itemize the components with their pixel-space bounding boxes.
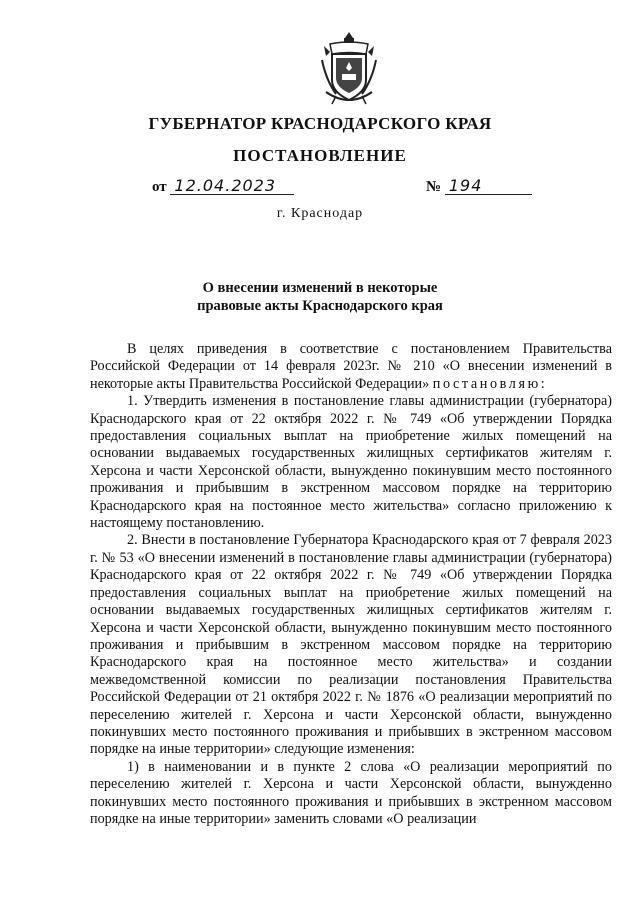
date-handwritten: 12.04.2023 — [170, 178, 294, 195]
title-line-2: правовые акты Краснодарского края — [197, 298, 443, 314]
date-label: от — [152, 179, 167, 195]
document-body — [90, 341, 612, 828]
decree-word: постановляю: — [432, 375, 548, 392]
item-2-1-paragraph: 1) в наименовании и в пункте 2 слова «О реализации мероприятий по переселению жителей г. Херсона и части Херсонской области, вынужденно покинувших место постоянного проживания и прибывших в экстренном массовом порядке на иные территории» заменить словами «О реализации — [90, 758, 612, 827]
preamble-text: В целях приведения в соответствие с постановлением Правительства Российской Федерации от 14 февраля 2023г. № 210 «О внесении изменений в некоторые акты Правительства Российской Федерации» — [90, 341, 612, 392]
issuing-authority: ГУБЕРНАТОР КРАСНОДАРСКОГО КРАЯ — [148, 114, 492, 133]
document-type: ПОСТАНОВЛЕНИЕ — [233, 146, 407, 165]
document-title — [0, 279, 640, 315]
preamble-paragraph — [90, 341, 612, 393]
coat-of-arms-icon — [318, 30, 380, 106]
number-handwritten: 194 — [445, 178, 533, 195]
document-number — [426, 178, 532, 196]
number-label: № — [426, 179, 442, 195]
item-1-paragraph: 1. Утвердить изменения в постановление главы администрации (губернатора) Краснодарского края от 22 октября 2022 г. № 749 «Об утверждении Порядка предоставления социальных выплат на приобретение жилых помещений на основании выдаваемых государственных жилищных сертификатов жителям г. Херсона и части Херсонской области, вынужденно покинувшим место постоянного проживания и прибывшим в экстренном массовом порядке на территорию Краснодарского края на постоянное место жительства» согласно приложению к настоящему постановлению. — [90, 393, 612, 532]
city: г. Краснодар — [276, 206, 364, 221]
document-date — [152, 178, 294, 196]
title-line-1: О внесении изменений в некоторые — [202, 280, 438, 296]
item-2-paragraph: 2. Внести в постановление Губернатора Краснодарского края от 7 февраля 2023 г. № 53 «О внесении изменений в постановление главы администрации (губернатора) Краснодарского края от 22 октября 2022 г. № 749 «Об утверждении Порядка предоставления социальных выплат на приобретение жилых помещений на основании выдаваемых государственных жилищных сертификатов жителям г. Херсона и части Херсонской области, вынужденно покинувшим место постоянного проживания и прибывшим в экстренном массовом порядке на территорию Краснодарского края на постоянное место жительства» и создании межведомственной комиссии по реализации постановления Правительства Российской Федерации от 21 октября 2022 г. № 1876 «О реализации мероприятий по переселению жителей г. Херсона и части Херсонской области, вынужденно покинувших место постоянного проживания и прибывших в экстренном массовом порядке на иные территории» следующие изменения: — [90, 532, 612, 758]
